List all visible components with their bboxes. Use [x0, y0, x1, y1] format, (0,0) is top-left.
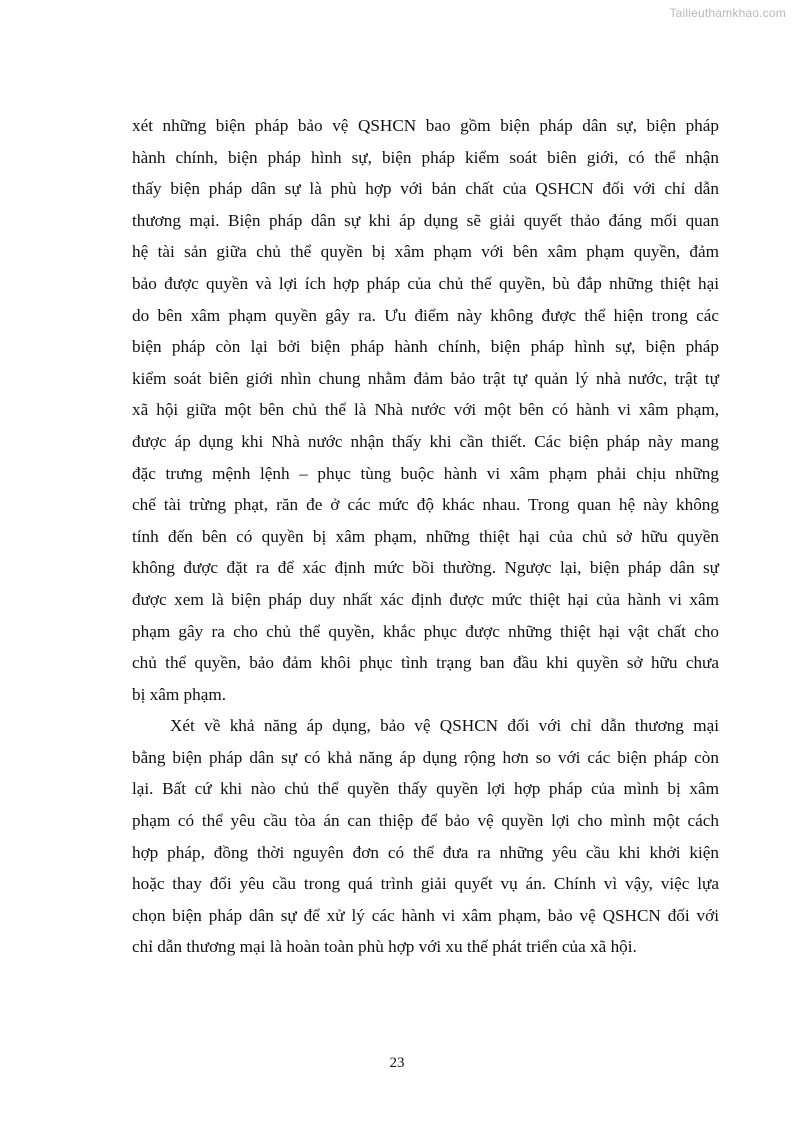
paragraph-1: [132, 110, 719, 710]
text-line: Xét về khả năng áp dụng, bảo vệ QSHCN đối với chỉ dẫn thương mại: [170, 716, 719, 736]
text-line: được xem là biện pháp duy nhất xác định được mức thiệt hại của hành vi xâm: [132, 589, 719, 609]
text-line: chọn biện pháp dân sự để xử lý các hành vi xâm phạm, bảo vệ QSHCN đối với: [132, 905, 719, 925]
text-line: bị xâm phạm.: [132, 684, 227, 704]
text-line: hoặc thay đổi yêu cầu trong quá trình giải quyết vụ án. Chính vì vậy, việc lựa: [132, 874, 719, 894]
text-line: hệ tài sản giữa chủ thể quyền bị xâm phạm với bên xâm phạm quyền, đảm: [132, 242, 719, 262]
text-line: lại. Bất cứ khi nào chủ thể quyền thấy quyền lợi hợp pháp của mình bị xâm: [132, 779, 719, 799]
text-line: bằng biện pháp dân sự có khả năng áp dụng rộng hơn so với các biện pháp còn: [132, 747, 719, 767]
text-line: hợp pháp, đồng thời nguyên đơn có thể đưa ra những yêu cầu khi khởi kiện: [132, 842, 719, 862]
text-line: không được đặt ra để xác định mức bồi thường. Ngược lại, biện pháp dân sự: [132, 558, 719, 578]
paragraph-2: [132, 710, 719, 963]
text-line: chủ thể quyền, bảo đảm khôi phục tình trạng ban đầu khi quyền sở hữu chưa: [132, 653, 719, 673]
watermark: Tailieuthamkhao.com: [669, 6, 786, 20]
text-line: xã hội giữa một bên chủ thể là Nhà nước với một bên có hành vi xâm phạm,: [132, 400, 719, 420]
text-line: tính đến bên có quyền bị xâm phạm, những thiệt hại của chủ sở hữu quyền: [132, 526, 719, 546]
text-line: phạm có thể yêu cầu tòa án can thiệp để bảo vệ quyền lợi cho mình một cách: [132, 811, 719, 831]
text-line: đặc trưng mệnh lệnh – phục tùng buộc hành vi xâm phạm phải chịu những: [132, 463, 719, 483]
text-line: kiểm soát biên giới nhìn chung nhằm đảm bảo trật tự quản lý nhà nước, trật tự: [132, 368, 719, 388]
page-body: [132, 110, 719, 963]
text-line: chế tài trừng phạt, răn đe ở các mức độ khác nhau. Trong quan hệ này không: [132, 495, 719, 515]
text-line: xét những biện pháp bảo vệ QSHCN bao gồm biện pháp dân sự, biện pháp: [132, 116, 719, 135]
text-line: thương mại. Biện pháp dân sự khi áp dụng sẽ giải quyết thảo đáng mối quan: [132, 210, 719, 230]
text-line: được áp dụng khi Nhà nước nhận thấy khi cần thiết. Các biện pháp này mang: [132, 431, 719, 451]
text-line: thấy biện pháp dân sự là phù hợp với bản chất của QSHCN đối với chỉ dẫn: [132, 179, 719, 199]
text-line: hành chính, biện pháp hình sự, biện pháp kiểm soát biên giới, có thể nhận: [132, 147, 719, 167]
text-line: phạm gây ra cho chủ thể quyền, khắc phục được những thiệt hại vật chất cho: [132, 621, 719, 641]
text-line: bảo được quyền và lợi ích hợp pháp của chủ thể quyền, bù đắp những thiệt hại: [132, 273, 719, 293]
text-line: biện pháp còn lại bởi biện pháp hành chính, biện pháp hình sự, biện pháp: [132, 337, 719, 357]
text-line: do bên xâm phạm quyền gây ra. Ưu điểm này không được thể hiện trong các: [132, 305, 719, 325]
text-line: chỉ dẫn thương mại là hoàn toàn phù hợp với xu thế phát triển của xã hội.: [132, 937, 637, 957]
page-number: 23: [389, 1055, 405, 1071]
